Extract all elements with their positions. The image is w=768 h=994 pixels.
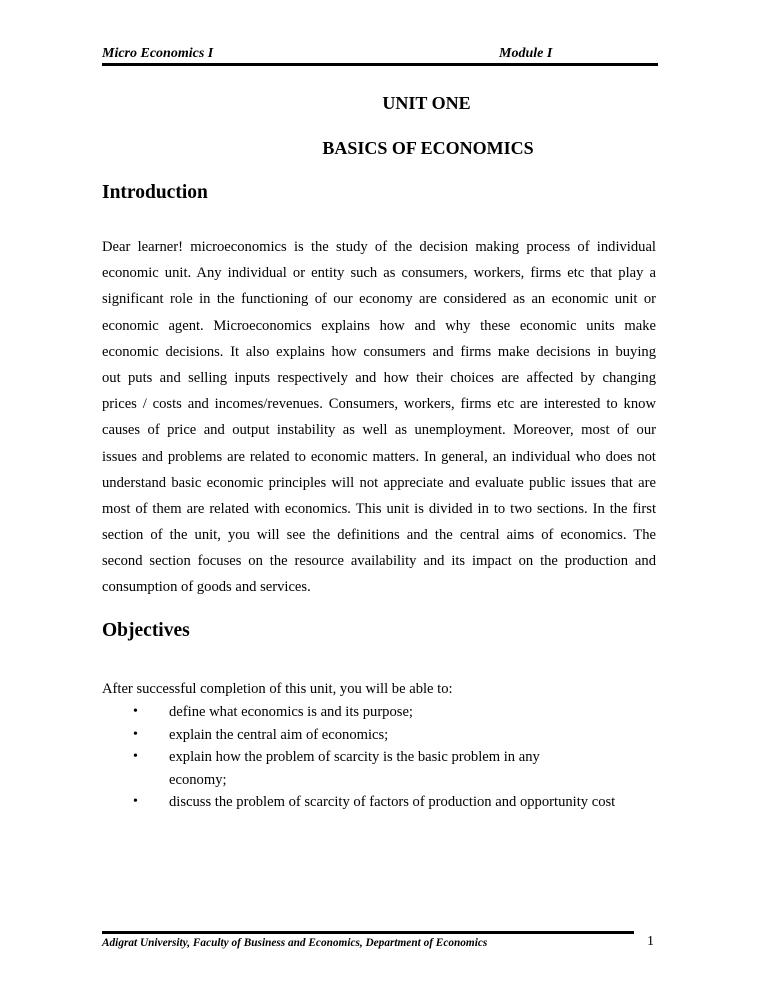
header-rule: [102, 63, 658, 66]
header-module-label: Module I: [499, 46, 553, 61]
objectives-list: [102, 701, 662, 814]
unit-subtitle: [0, 138, 768, 159]
list-item-text-continued: economy;: [169, 771, 227, 788]
list-item: [102, 701, 662, 724]
paragraph-line: issues and problems are related to economic matters. In general, an individual who does not: [102, 448, 656, 465]
paragraph-line: economic decisions. It also explains how consumers and firms make decisions in buying: [102, 343, 656, 360]
bullet-icon: •: [133, 749, 138, 765]
list-item-text: define what economics is and its purpose;: [169, 704, 413, 720]
page-header: [102, 44, 658, 64]
list-item: [102, 724, 662, 747]
objectives-heading: Objectives: [102, 620, 190, 641]
bullet-icon: •: [133, 794, 138, 810]
paragraph-line: prices / costs and incomes/revenues. Consumers, workers, firms etc are interested to know: [102, 396, 656, 413]
paragraph-line: out puts and selling inputs respectively and how their choices are affected by changing: [102, 369, 656, 386]
list-item-text: explain how the problem of scarcity is the basic problem in any: [169, 749, 540, 766]
header-course-title: Micro Economics I: [102, 46, 214, 61]
paragraph-line: section of the unit, you will see the definitions and the central aims of economics. The: [102, 527, 656, 544]
objectives-lead: After successful completion of this unit, you will be able to:: [102, 681, 453, 697]
paragraph-line: most of them are related with economics. This unit is divided in to two sections. In the first: [102, 500, 656, 517]
unit-title: [0, 93, 768, 114]
introduction-heading: Introduction: [102, 182, 208, 203]
footer-institution: Adigrat University, Faculty of Business and Economics, Department of Economics: [102, 937, 488, 949]
paragraph-line: understand basic economic principles will not appreciate and evaluate public issues that are: [102, 474, 656, 491]
footer-rule: [102, 931, 634, 934]
bullet-icon: •: [133, 704, 138, 719]
list-item: [102, 746, 662, 791]
list-item-text: explain the central aim of economics;: [169, 726, 389, 743]
paragraph-line: economic unit. Any individual or entity such as consumers, workers, firms etc that play a: [102, 265, 656, 282]
introduction-paragraph: [102, 234, 656, 601]
paragraph-line: second section focuses on the resource availability and its impact on the production and: [102, 553, 656, 570]
bullet-icon: •: [133, 726, 138, 742]
list-item-text: discuss the problem of scarcity of factors of production and opportunity cost: [169, 794, 616, 811]
unit-subtitle-text: BASICS OF ECONOMICS: [322, 138, 534, 158]
paragraph-line: economic agent. Microeconomics explains how and why these economic units make: [102, 317, 656, 334]
paragraph-line: Dear learner! microeconomics is the study of the decision making process of individual: [102, 239, 656, 255]
paragraph-line: significant role in the functioning of our economy are considered as an economic unit or: [102, 291, 656, 308]
page-number: 1: [647, 934, 654, 949]
paragraph-line: causes of price and output instability as well as unemployment. Moreover, most of our: [102, 422, 656, 439]
paragraph-line: consumption of goods and services.: [102, 579, 311, 596]
unit-title-text: UNIT ONE: [382, 93, 471, 113]
list-item: [102, 791, 662, 814]
